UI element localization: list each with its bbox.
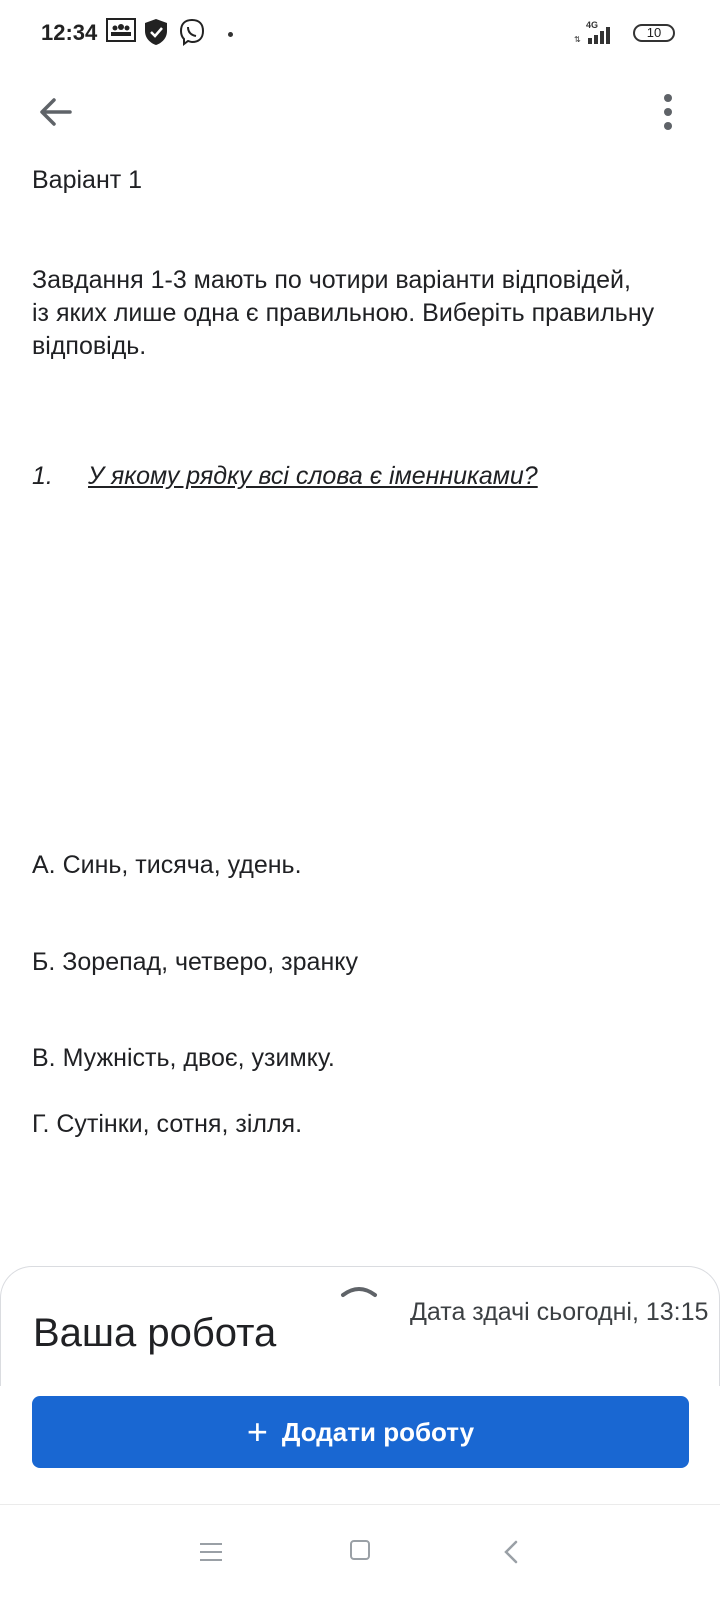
your-work-title: Ваша робота — [33, 1311, 277, 1355]
chevron-up-icon[interactable] — [339, 1281, 379, 1301]
network-type: 4G — [586, 20, 599, 30]
svg-text:⇅: ⇅ — [574, 35, 581, 44]
instructions — [32, 264, 692, 363]
your-work-sheet[interactable] — [0, 1266, 720, 1386]
instructions-line-1: Завдання 1-3 мають по чотири варіанти відповідей, — [32, 266, 631, 294]
nav-back-icon[interactable] — [502, 1540, 522, 1564]
question — [32, 462, 692, 491]
battery-icon: 10 — [633, 24, 675, 42]
question-number: 1. — [32, 462, 53, 490]
plus-icon: + — [246, 1411, 268, 1452]
classroom-icon — [106, 18, 136, 44]
viber-icon — [178, 18, 206, 46]
more-vert-icon[interactable] — [658, 90, 678, 134]
status-time: 12:34 — [41, 20, 98, 45]
variant-title: Варіант 1 — [32, 166, 143, 194]
notification-dot — [228, 32, 233, 37]
option-d: Г. Сутінки, сотня, зілля. — [32, 1110, 303, 1138]
home-icon[interactable] — [350, 1540, 370, 1560]
due-date: Дата здачі сьогодні, 13:15 — [410, 1298, 709, 1326]
add-work-label: Додати роботу — [281, 1416, 475, 1447]
option-b: Б. Зорепад, четверо, зранку — [32, 948, 358, 976]
instructions-line-2: із яких лише одна є правильною. Виберіть правильну відповідь. — [32, 299, 655, 360]
option-a: А. Синь, тисяча, удень. — [32, 851, 302, 879]
recents-menu-icon[interactable] — [200, 1543, 222, 1567]
signal-icon — [574, 26, 612, 44]
arrow-left-icon[interactable] — [34, 90, 78, 134]
status-bar — [0, 0, 720, 70]
shield-icon — [143, 18, 169, 46]
question-text: У якому рядку всі слова є іменниками? — [88, 462, 538, 490]
option-c: В. Мужність, двоє, узимку. — [32, 1044, 335, 1072]
add-work-button[interactable] — [32, 1396, 689, 1468]
